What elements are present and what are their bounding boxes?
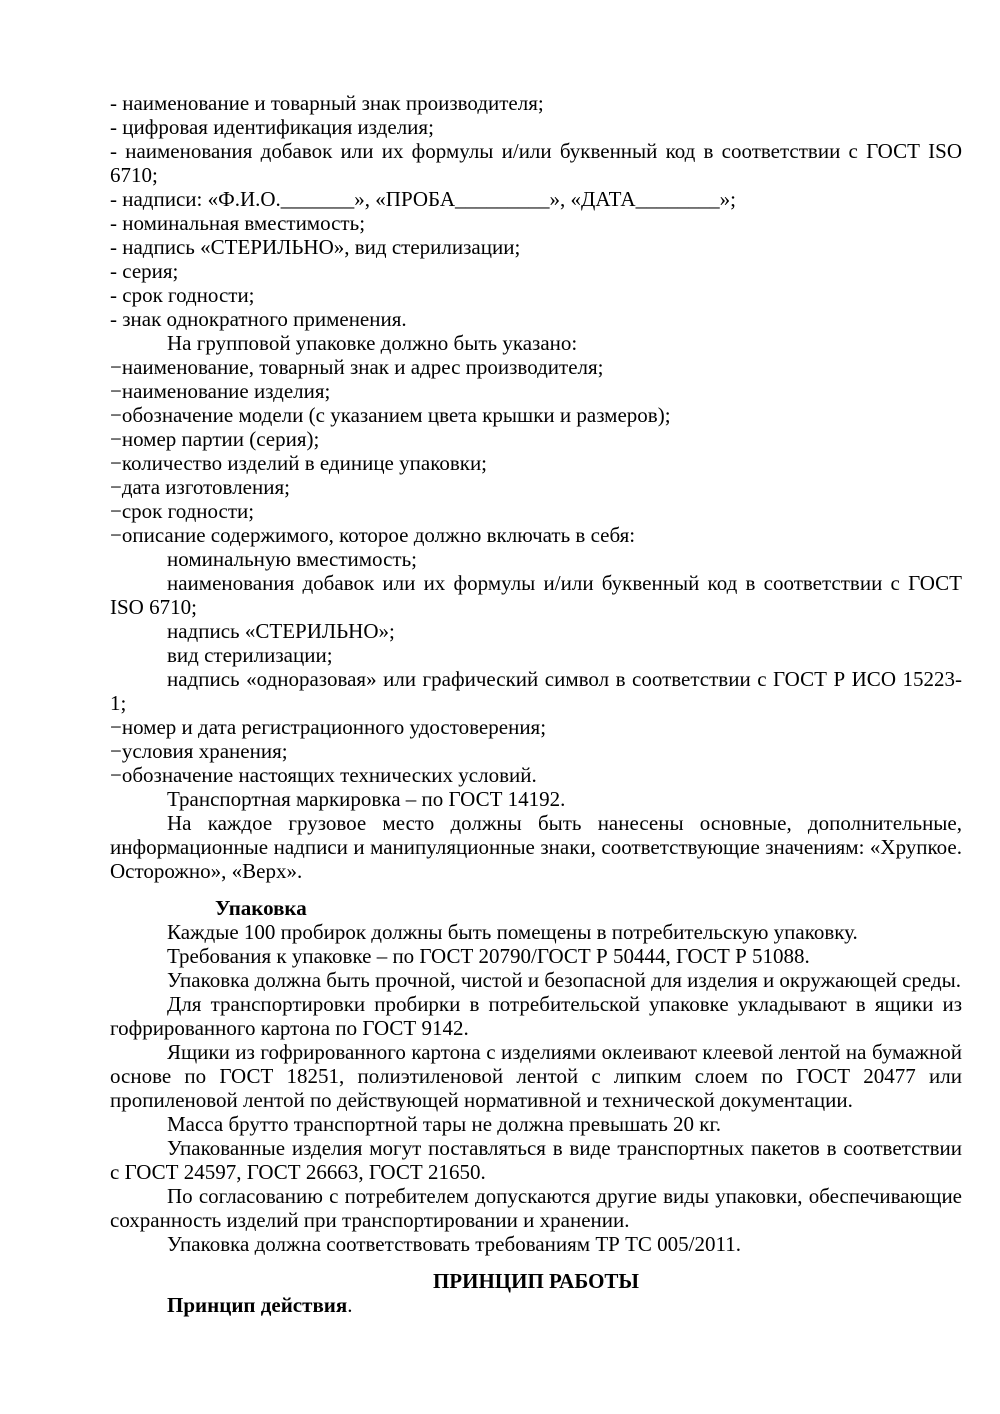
paragraph: Для транспортировки пробирки в потребительской упаковке укладывают в ящики из гофрированного картона по ГОСТ 9142.: [110, 992, 962, 1040]
hyphen-list-item: - серия;: [110, 259, 179, 283]
dash-list-item: −номер и дата регистрационного удостоверения;: [110, 715, 547, 739]
hyphen-list-item: - наименование и товарный знак производителя;: [110, 91, 544, 115]
paragraph: Ящики из гофрированного картона с изделиями оклеивают клеевой лентой на бумажной основе по ГОСТ 18251, полиэтиленовой лентой с липким слоем по ГОСТ 20477 или пропиленовой лентой по действующей нормативной и технической документации.: [110, 1040, 962, 1112]
hyphen-list-item: - надписи: «Ф.И.О._______», «ПРОБА_________», «ДАТА________»;: [110, 187, 736, 211]
hyphen-list-item: - наименования добавок или их формулы и/или буквенный код в соответствии с ГОСТ ISO 6710;: [110, 139, 962, 187]
sub-list-item: надпись «одноразовая» или графический символ в соответствии с ГОСТ Р ИСО 15223-1;: [110, 667, 962, 715]
paragraph: На групповой упаковке должно быть указано:: [167, 331, 578, 355]
hyphen-list-item: - номинальная вместимость;: [110, 211, 366, 235]
hyphen-list-item: - надпись «СТЕРИЛЬНО», вид стерилизации;: [110, 235, 521, 259]
paragraph: [110, 1293, 962, 1317]
dash-list-item: −обозначение настоящих технических условий.: [110, 763, 537, 787]
hyphen-list-item: - срок годности;: [110, 283, 255, 307]
paragraph: Упаковка должна соответствовать требованиям ТР ТС 005/2011.: [167, 1232, 741, 1256]
sub-list-item: вид стерилизации;: [167, 643, 333, 667]
dash-list-item: −срок годности;: [110, 499, 255, 523]
sub-list-item: номинальную вместимость;: [167, 547, 417, 571]
paragraph: Упаковка должна быть прочной, чистой и безопасной для изделия и окружающей среды.: [167, 968, 961, 992]
dash-list-item: −наименование, товарный знак и адрес производителя;: [110, 355, 604, 379]
sub-list-item: наименования добавок или их формулы и/или буквенный код в соответствии с ГОСТ ISO 6710;: [110, 571, 962, 619]
paragraph: Упакованные изделия могут поставляться в виде транспортных пакетов в соответствии с ГОСТ 24597, ГОСТ 26663, ГОСТ 21650.: [110, 1136, 962, 1184]
document-body: [110, 91, 962, 1317]
hyphen-list-item: - цифровая идентификация изделия;: [110, 115, 434, 139]
dash-list-item: −количество изделий в единице упаковки;: [110, 451, 488, 475]
dash-list-item: −обозначение модели (с указанием цвета крышки и размеров);: [110, 403, 671, 427]
paragraph: Требования к упаковке – по ГОСТ 20790/ГОСТ Р 50444, ГОСТ Р 51088.: [167, 944, 810, 968]
paragraph: По согласованию с потребителем допускаются другие виды упаковки, обеспечивающие сохранность изделий при транспортировании и хранении.: [110, 1184, 962, 1232]
dash-list-item: −условия хранения;: [110, 739, 288, 763]
dash-list-item: −дата изготовления;: [110, 475, 290, 499]
dash-list-item: −наименование изделия;: [110, 379, 331, 403]
packing-heading: Упаковка: [215, 896, 307, 920]
sub-list-item: надпись «СТЕРИЛЬНО»;: [167, 619, 395, 643]
text-run: .: [347, 1293, 353, 1317]
paragraph: Масса брутто транспортной тары не должна превышать 20 кг.: [167, 1112, 721, 1136]
text-run: Принцип действия: [167, 1293, 348, 1317]
paragraph: На каждое грузовое место должны быть нанесены основные, дополнительные, информационные надписи и манипуляционные знаки, соответствующие значениям: «Хрупкое. Осторожно», «Верх».: [110, 811, 962, 883]
dash-list-item: −номер партии (серия);: [110, 427, 320, 451]
paragraph: Каждые 100 пробирок должны быть помещены в потребительскую упаковку.: [167, 920, 858, 944]
section-heading: ПРИНЦИП РАБОТЫ: [432, 1269, 640, 1293]
dash-list-item: −описание содержимого, которое должно включать в себя:: [110, 523, 636, 547]
hyphen-list-item: - знак однократного применения.: [110, 307, 407, 331]
paragraph: Транспортная маркировка – по ГОСТ 14192.: [167, 787, 566, 811]
